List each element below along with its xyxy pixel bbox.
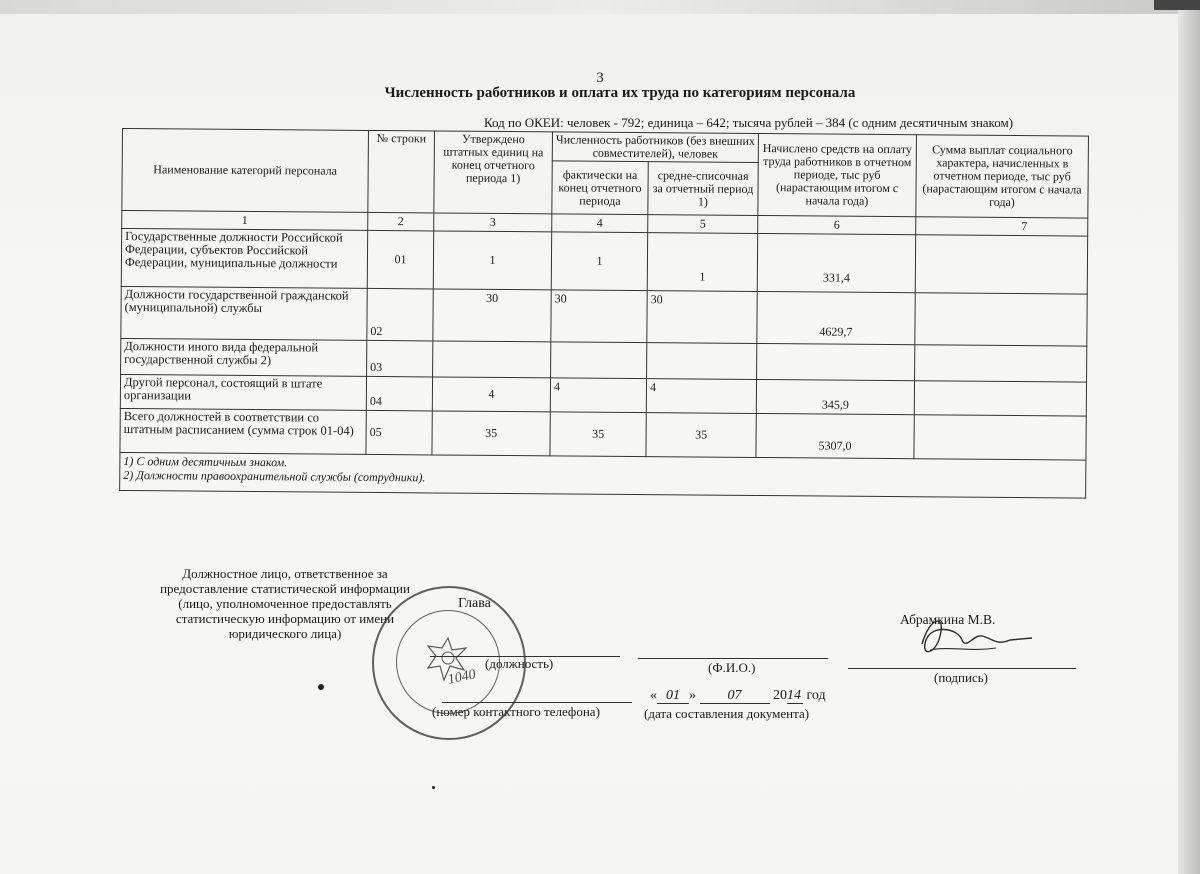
official-caption-line: Должностное лицо, ответственное за (182, 566, 388, 581)
date-year-prefix: 20 (773, 688, 787, 703)
page-edge-right (1178, 0, 1200, 874)
column-number: 6 (758, 215, 916, 234)
social-value (915, 293, 1087, 346)
accrued-value: 5307,0 (756, 413, 914, 458)
header-average: средне-списочная за отчетный период 1) (648, 162, 758, 216)
fio-line (638, 658, 828, 659)
row-code: 03 (367, 340, 433, 377)
header-row-1 (122, 129, 1088, 166)
column-number: 4 (552, 214, 648, 233)
footnote: 1) С одним десятичным знаком. (123, 454, 288, 470)
average-value: 30 (647, 291, 757, 344)
category-name: Должности государственной гражданской (муниципальной) службы (121, 286, 367, 340)
row-code: 04 (366, 376, 432, 411)
official-caption-line: юридического лица) (228, 626, 342, 641)
signature-line (848, 668, 1076, 669)
accrued-value (757, 343, 915, 380)
approved-value: 30 (433, 289, 551, 342)
fio-label: (Ф.И.О.) (708, 660, 756, 675)
actual-value (551, 342, 647, 379)
scan-speck (432, 786, 435, 789)
punch-hole (318, 684, 324, 690)
approved-value: 4 (432, 377, 550, 412)
official-seal (372, 586, 526, 740)
row-code: 05 (366, 410, 432, 455)
social-value (914, 415, 1086, 460)
column-number: 3 (434, 213, 552, 232)
fio-value: Абрамкина М.В. (900, 612, 996, 627)
category-name: Должности иного вида федеральной государственной службы 2) (121, 338, 367, 376)
footnote: 2) Должности правоохранительной службы (сотрудники). (123, 468, 426, 485)
header-count-group: Численность работников (без внешних совместителей), человек (552, 132, 758, 163)
approved-value: 35 (432, 411, 550, 456)
seal-center-text: 1040 (446, 667, 478, 688)
row-code: 01 (367, 230, 433, 289)
actual-value: 4 (550, 378, 646, 413)
actual-value: 35 (550, 412, 646, 457)
average-value (647, 343, 757, 380)
signature-label: (подпись) (934, 670, 988, 685)
header-row-no: № строки (368, 130, 435, 213)
position-value: Глава (458, 596, 491, 611)
date-day: 01 (657, 688, 689, 704)
table-row (121, 229, 1087, 295)
column-number: 7 (916, 217, 1088, 236)
average-value: 4 (646, 379, 756, 414)
date-label: (дата составления документа) (644, 706, 810, 721)
accrued-value: 345,9 (756, 379, 914, 414)
row-code: 02 (367, 288, 433, 341)
document-date: « 01 » 07 2014 год (650, 688, 826, 703)
official-caption-line: (лицо, уполномоченное предоставлять (178, 596, 392, 611)
phone-label: (номер контактного телефона) (432, 704, 600, 719)
position-label: (должность) (485, 656, 554, 671)
table-row (120, 408, 1086, 460)
approved-value: 1 (433, 231, 551, 290)
accrued-value: 4629,7 (757, 291, 915, 344)
average-value: 1 (647, 233, 757, 292)
header-accrued: Начислено средств на оплату труда работников в отчетном периоде, тыс руб (нарастающим итогом с начала года) (758, 133, 917, 216)
actual-value: 30 (551, 290, 647, 343)
header-social: Сумма выплат социального характера, начисленных в отчетном периоде, тыс руб (нарастающим итогом с начала года) (916, 135, 1089, 218)
category-name: Всего должностей в соответствии со штатным расписанием (сумма строк 01-04) (120, 408, 366, 454)
category-name: Государственные должности Российской Федерации, субъектов Российской Федерации, муниципальные должности (121, 229, 367, 289)
handwritten-signature (900, 606, 1040, 666)
accrued-value: 331,4 (757, 233, 915, 292)
header-actual: фактически на конец отчетного периода (552, 161, 648, 215)
column-number: 2 (368, 212, 434, 231)
footnotes-row (120, 452, 1086, 498)
date-month: 07 (700, 688, 770, 704)
page-edge-top (0, 0, 1200, 14)
official-caption-line: предоставление статистической информации (160, 581, 410, 596)
social-value (914, 381, 1086, 416)
footnotes (120, 452, 1086, 498)
average-value: 35 (646, 413, 756, 458)
page-number: 3 (596, 70, 604, 86)
header-approved: Утверждено штатных единиц на конец отчетного периода 1) (434, 131, 553, 214)
page-title: Численность работников и оплата их труда по категориям персонала (384, 85, 856, 101)
column-number: 5 (648, 215, 758, 234)
social-value (915, 345, 1087, 382)
category-name: Другой персонал, состоящий в штате организации (120, 374, 366, 410)
scan-corner (1154, 0, 1200, 10)
column-number: 1 (122, 211, 368, 231)
header-name: Наименование категорий персонала (122, 129, 369, 213)
personnel-table (119, 128, 1089, 499)
okei-codes: Код по ОКЕИ: человек - 792; единица – 642; тысяча рублей – 384 (с одним десятичным знаком) (484, 115, 1014, 130)
date-year-suffix: 14 (787, 688, 801, 703)
approved-value (433, 341, 551, 378)
table-row (121, 286, 1087, 346)
social-value (915, 235, 1087, 294)
date-year-word: год (806, 688, 826, 703)
official-caption-line: статистическую информацию от имени (175, 611, 395, 626)
actual-value: 1 (551, 232, 647, 291)
